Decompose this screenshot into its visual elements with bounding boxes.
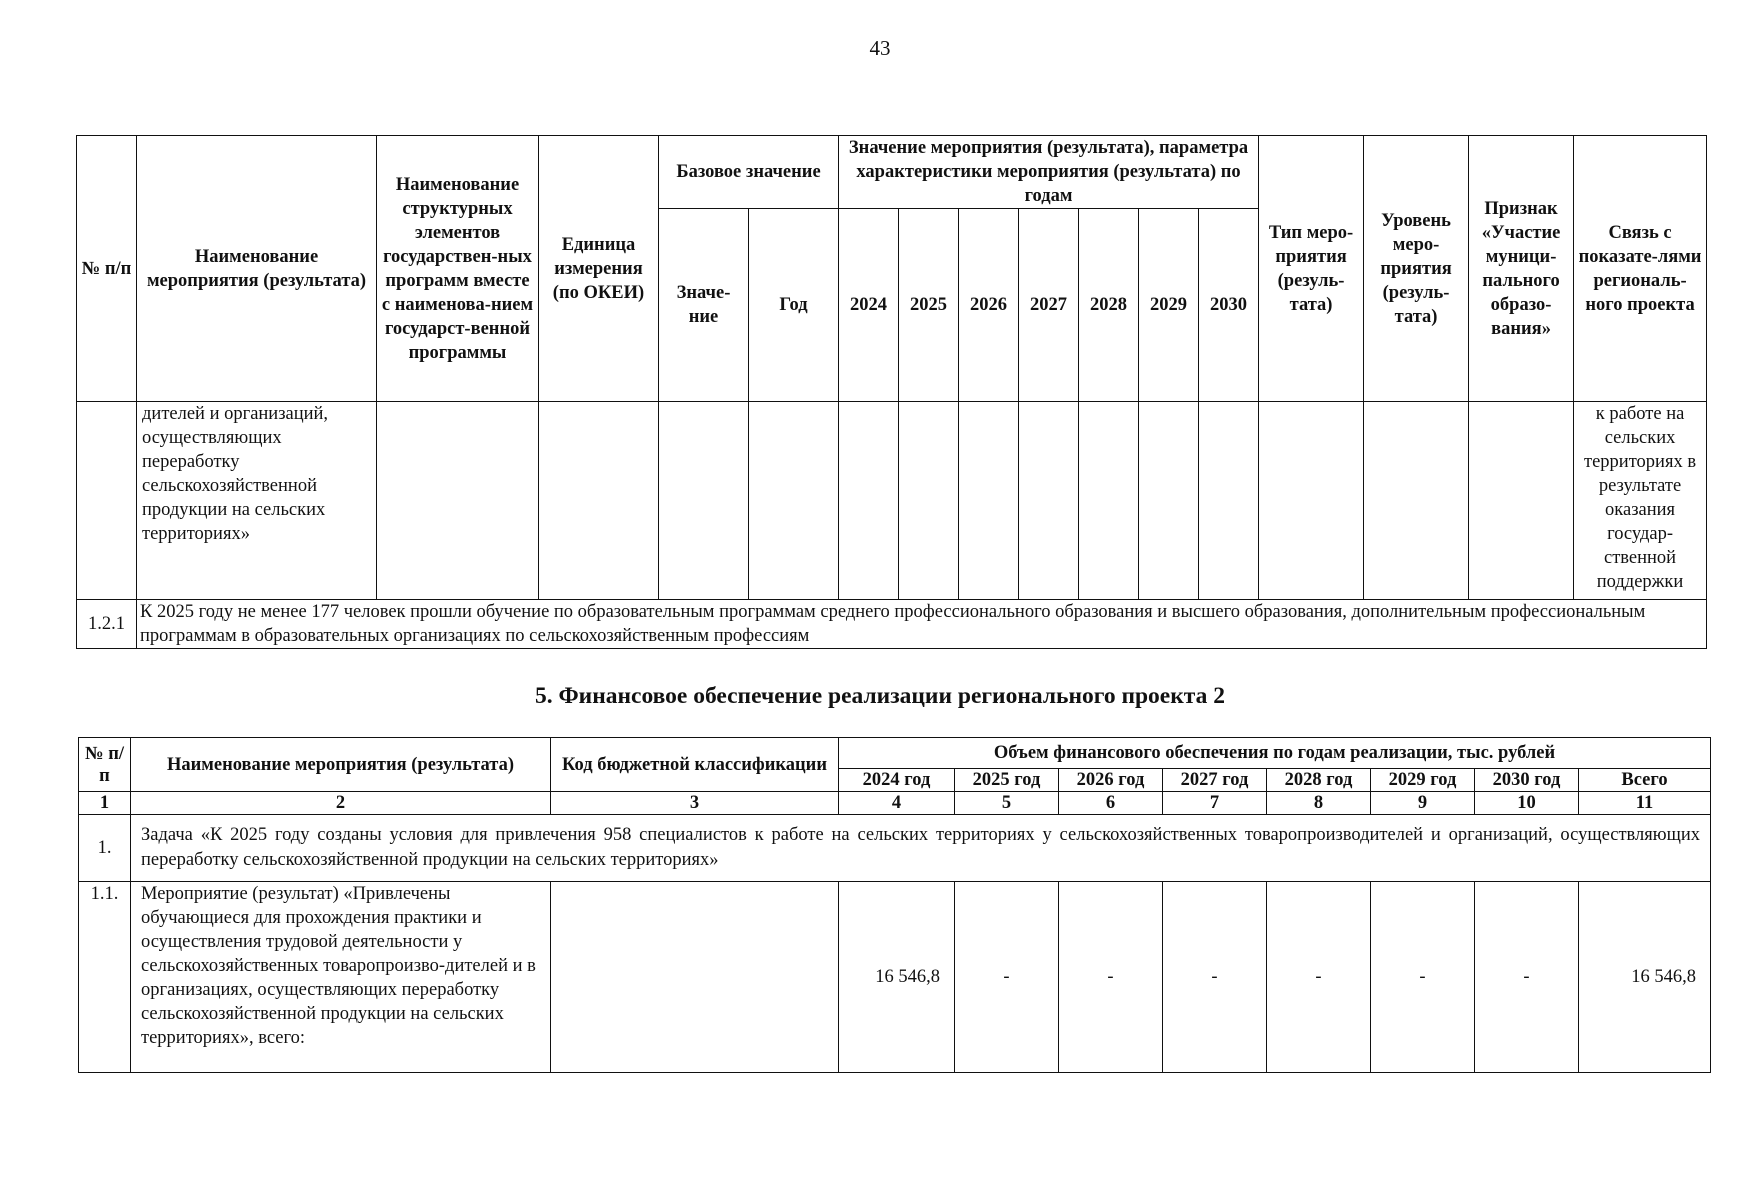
column-number: 7 bbox=[1163, 792, 1267, 815]
column-number: 10 bbox=[1475, 792, 1579, 815]
task-text: Задача «К 2025 году созданы условия для привлечения 958 специалистов к работе на сельских территориях у сельскохозяйственных товаропроизводителей и организаций, осуществляющих переработку сельскохозяйственной продукции на сельских территориях» bbox=[131, 815, 1711, 882]
value-2025: - bbox=[955, 882, 1059, 1073]
financing-table bbox=[78, 737, 1711, 1073]
table-cell bbox=[1139, 402, 1199, 600]
column-number: 9 bbox=[1371, 792, 1475, 815]
header-municipal: Признак «Участие муници-пального образо-вания» bbox=[1469, 136, 1574, 402]
continued-event-name: дителей и организаций, осуществляющих переработку сельскохозяйственной продукции на сельских территориях» bbox=[137, 402, 377, 600]
value-2028: - bbox=[1267, 882, 1371, 1073]
table-row bbox=[77, 402, 1707, 600]
table-cell bbox=[77, 402, 137, 600]
row-number: 1. bbox=[79, 815, 131, 882]
header-budget-code: Код бюджетной классификации bbox=[551, 738, 839, 792]
header-year-2026: 2026 год bbox=[1059, 769, 1163, 792]
header-num: № п/п bbox=[79, 738, 131, 792]
header-event-name: Наименование мероприятия (результата) bbox=[137, 136, 377, 402]
header-base-amount: Значе-ние bbox=[659, 209, 749, 402]
table-row bbox=[79, 815, 1711, 882]
column-numbers-row bbox=[79, 792, 1711, 815]
header-year-2029: 2029 год bbox=[1371, 769, 1475, 792]
table-cell bbox=[1259, 402, 1364, 600]
table-cell bbox=[659, 402, 749, 600]
table-cell bbox=[839, 402, 899, 600]
header-values-by-year: Значение мероприятия (результата), параметра характеристики мероприятия (результата) по годам bbox=[839, 136, 1259, 209]
value-2026: - bbox=[1059, 882, 1163, 1073]
table-row bbox=[77, 600, 1707, 649]
header-level: Уровень меро-приятия (резуль-тата) bbox=[1364, 136, 1469, 402]
header-year-2024: 2024 год bbox=[839, 769, 955, 792]
table-cell bbox=[1364, 402, 1469, 600]
table-cell bbox=[1079, 402, 1139, 600]
row-number: 1.2.1 bbox=[77, 600, 137, 649]
column-number: 1 bbox=[79, 792, 131, 815]
header-total: Всего bbox=[1579, 769, 1711, 792]
column-number: 5 bbox=[955, 792, 1059, 815]
indicators-table bbox=[76, 135, 1707, 649]
table-cell bbox=[1019, 402, 1079, 600]
column-number: 4 bbox=[839, 792, 955, 815]
table-cell bbox=[539, 402, 659, 600]
table-cell bbox=[1199, 402, 1259, 600]
header-year-2030: 2030 год bbox=[1475, 769, 1579, 792]
table-cell bbox=[1469, 402, 1574, 600]
budget-code-cell bbox=[551, 882, 839, 1073]
header-base-value: Базовое значение bbox=[659, 136, 839, 209]
value-2029: - bbox=[1371, 882, 1475, 1073]
header-unit: Единица измерения (по ОКЕИ) bbox=[539, 136, 659, 402]
table-cell bbox=[899, 402, 959, 600]
value-2027: - bbox=[1163, 882, 1267, 1073]
value-2030: - bbox=[1475, 882, 1579, 1073]
column-number: 11 bbox=[1579, 792, 1711, 815]
header-link: Связь с показате-лями региональ-ного проекта bbox=[1574, 136, 1707, 402]
column-number: 2 bbox=[131, 792, 551, 815]
table-cell bbox=[959, 402, 1019, 600]
column-number: 3 bbox=[551, 792, 839, 815]
header-year-2024: 2024 bbox=[839, 209, 899, 402]
row-number: 1.1. bbox=[79, 882, 131, 1073]
column-number: 6 bbox=[1059, 792, 1163, 815]
value-total: 16 546,8 bbox=[1579, 882, 1711, 1073]
event-name: Мероприятие (результат) «Привлечены обучающиеся для прохождения практики и осуществления трудовой деятельности у сельскохозяйственных товаропроизво-дителей и в организациях, осуществляющих переработку сельскохозяйственной продукции на сельских территориях», всего: bbox=[131, 882, 551, 1073]
page-number: 43 bbox=[869, 36, 891, 60]
row-text: К 2025 году не менее 177 человек прошли обучение по образовательным программам среднего профессионального образования и высшего образования, дополнительным профессиональным программам в образовательных организациях по сельскохозяйственным профессиям bbox=[137, 600, 1707, 649]
header-financing-volume: Объем финансового обеспечения по годам реализации, тыс. рублей bbox=[839, 738, 1711, 769]
table1-header-row-1 bbox=[77, 136, 1707, 209]
table-cell bbox=[749, 402, 839, 600]
header-year-2025: 2025 год bbox=[955, 769, 1059, 792]
table-row bbox=[79, 882, 1711, 1073]
header-year-2029: 2029 bbox=[1139, 209, 1199, 402]
header-year-2025: 2025 bbox=[899, 209, 959, 402]
table2-header-row-1 bbox=[79, 738, 1711, 769]
column-number: 8 bbox=[1267, 792, 1371, 815]
header-year-2027: 2027 bbox=[1019, 209, 1079, 402]
header-type: Тип меро-приятия (резуль-тата) bbox=[1259, 136, 1364, 402]
table-cell bbox=[377, 402, 539, 600]
section-title: 5. Финансовое обеспечение реализации регионального проекта 2 bbox=[534, 683, 1225, 709]
header-year-2028: 2028 год bbox=[1267, 769, 1371, 792]
header-event-name: Наименование мероприятия (результата) bbox=[131, 738, 551, 792]
header-structural-elements: Наименование структурных элементов государствен-ных программ вместе с наименова-нием государст-венной программы bbox=[377, 136, 539, 402]
header-year-2027: 2027 год bbox=[1163, 769, 1267, 792]
header-year-2030: 2030 bbox=[1199, 209, 1259, 402]
value-2024: 16 546,8 bbox=[839, 882, 955, 1073]
header-base-year: Год bbox=[749, 209, 839, 402]
header-year-2028: 2028 bbox=[1079, 209, 1139, 402]
header-year-2026: 2026 bbox=[959, 209, 1019, 402]
header-num: № п/п bbox=[77, 136, 137, 402]
continued-link-text: к работе на сельских территориях в результате оказания государ-ственной поддержки bbox=[1574, 402, 1707, 600]
